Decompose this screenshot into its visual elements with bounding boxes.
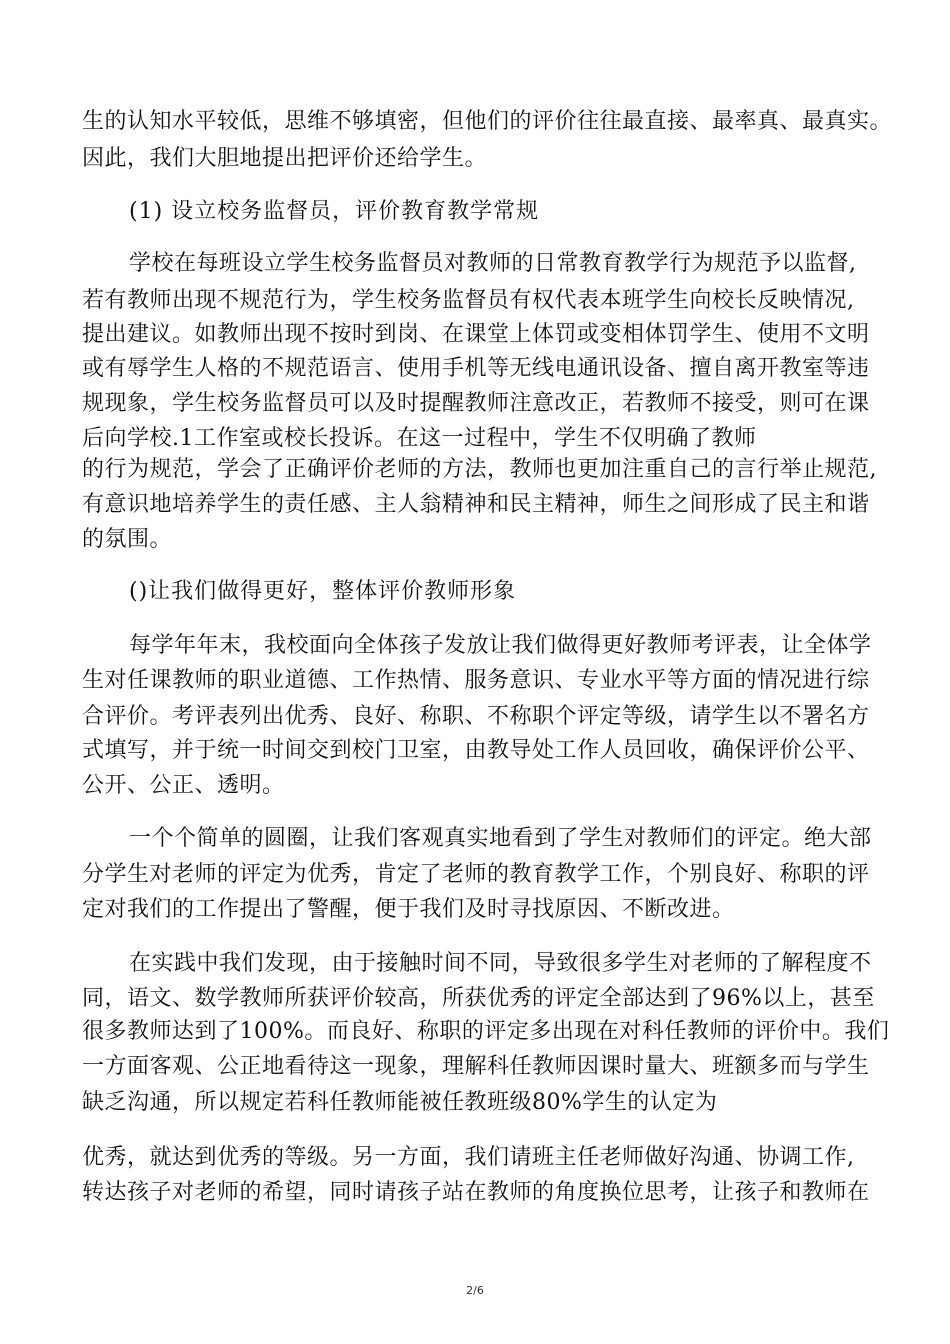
text-line: 缺乏沟通，所以规定若科任教师能被任教班级80%学生的认定为 <box>82 1090 718 1115</box>
text-line: 若有教师出现不规范行为，学生校务监督员有权代表本班学生向校长反映情况, <box>82 288 855 313</box>
text-line: 合评价。考评表列出优秀、良好、称职、不称职个评定等级，请学生以不署名方 <box>82 704 870 729</box>
text-line: 的行为规范，学会了正确评价老师的方法，教师也更加注重自己的言行举止规范, <box>82 457 877 482</box>
text-line: 一个个简单的圆圈，让我们客观真实地看到了学生对教师们的评定。绝大部 <box>129 826 872 851</box>
text-line: 的氛围。 <box>82 527 173 552</box>
text-line: 因此，我们大胆地提出把评价还给学生。 <box>82 146 488 171</box>
page-number: 2/6 <box>466 1284 484 1297</box>
text-line: 定对我们的工作提出了警醒，便于我们及时寻找原因、不断改进。 <box>82 897 735 922</box>
text-line: 规现象，学生校务监督员可以及时提醒教师注意改正，若教师不接受，则可在课 <box>82 391 870 416</box>
section-heading: (1) 设立校务监督员，评价教育教学常规 <box>129 199 540 224</box>
text-line: 式填写，并于统一时间交到校门卫室，由教导处工作人员回收，确保评价公平、 <box>82 738 870 763</box>
text-line: 分学生对老师的评定为优秀，肯定了老师的教育教学工作，个别良好、称职的评 <box>82 862 870 887</box>
text-line: 每学年年末，我校面向全体孩子发放让我们做得更好教师考评表，让全体学 <box>129 633 872 658</box>
text-line: 很多教师达到了100%。而良好、称职的评定多出现在对科任教师的评价中。我们 <box>82 1019 890 1044</box>
text-line: 转达孩子对老师的希望，同时请孩子站在教师的角度换位思考，让孩子和教师在 <box>82 1180 870 1205</box>
section-heading: ()让我们做得更好，整体评价教师形象 <box>129 579 517 604</box>
text-line: 或有辱学生人格的不规范语言、使用手机等无线电通讯设备、擅自离开教室等违 <box>82 356 870 381</box>
text-line: 在实践中我们发现，由于接触时间不同，导致很多学生对老师的了解程度不 <box>129 951 872 976</box>
text-line: 有意识地培养学生的责任感、主人翁精神和民主精神，师生之间形成了民主和谐 <box>82 492 870 517</box>
text-line: 一方面客观、公正地看待这一现象，理解科任教师因课时量大、班额多而与学生 <box>82 1054 870 1079</box>
text-line: 学校在每班设立学生校务监督员对教师的日常教育教学行为规范予以监督, <box>129 251 857 276</box>
text-line: 生对任课教师的职业道德、工作热情、服务意识、专业水平等方面的情况进行综 <box>82 668 870 693</box>
text-line: 优秀，就达到优秀的等级。另一方面，我们请班主任老师做好沟通、协调工作, <box>82 1145 855 1170</box>
text-line: 提出建议。如教师出现不按时到岗、在课堂上体罚或变相体罚学生、使用不文明 <box>82 322 870 347</box>
text-line: 同，语文、数学教师所获评价较高，所获优秀的评定全部达到了96%以上，甚至 <box>82 986 875 1011</box>
text-line: 公开、公正、透明。 <box>82 773 285 798</box>
text-line: 生的认知水平较低，思维不够填密，但他们的评价往往最直接、最率真、最真实。 <box>82 109 893 134</box>
text-line: 后向学校.1工作室或校长投诉。在这一过程中，学生不仅明确了教师 <box>82 426 757 451</box>
